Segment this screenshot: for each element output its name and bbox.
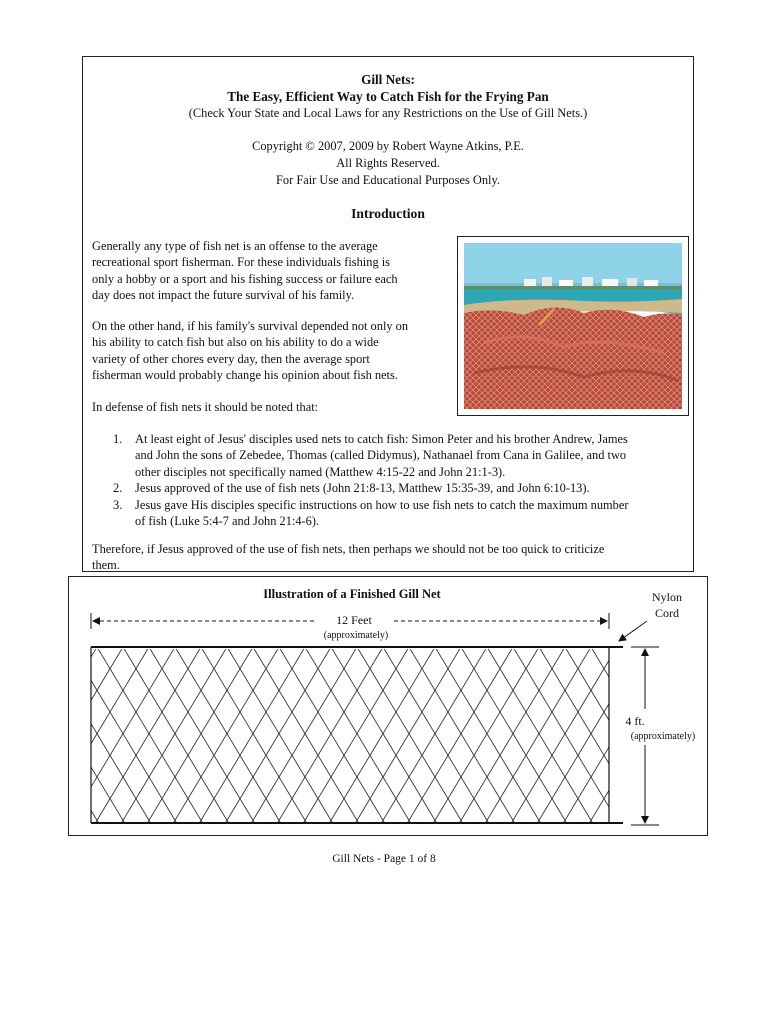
mesh-strand bbox=[69, 647, 125, 823]
text-line: day does not impact the future survival of his family. bbox=[92, 288, 355, 303]
mesh-strand bbox=[173, 647, 279, 823]
list-number: 2. bbox=[113, 481, 123, 496]
mesh-strand bbox=[407, 647, 513, 823]
text-line: variety of other chores every day, then the average sport bbox=[92, 351, 370, 366]
text-line: Jesus gave His disciples specific instructions on how to use fish nets to catch the maximum number bbox=[135, 497, 629, 512]
text-line: fisherman would probably change his opinion about fish nets. bbox=[92, 368, 398, 383]
mesh-strand bbox=[69, 647, 175, 823]
mesh-strand bbox=[461, 647, 567, 823]
intro-paragraph-3: In defense of fish nets it should be noted that: bbox=[92, 400, 319, 414]
list-item bbox=[113, 497, 689, 530]
beach-net-image bbox=[464, 243, 682, 409]
list-item bbox=[113, 431, 689, 480]
mesh-strand bbox=[303, 647, 409, 823]
net-pile bbox=[464, 307, 682, 409]
mesh-strand bbox=[121, 647, 227, 823]
illustration-title: Illustration of a Finished Gill Net bbox=[263, 587, 441, 601]
cord-label-line-1: Nylon bbox=[652, 590, 682, 604]
text-line: Generally any type of fish net is an offense to the average bbox=[92, 239, 378, 253]
mesh-strand bbox=[331, 647, 437, 823]
rights-line: All Rights Reserved. bbox=[336, 156, 440, 170]
mesh-strand bbox=[433, 647, 539, 823]
text-line: and John the sons of Zebedee, Thomas (called Didymus), Nathanael from Cana in Galilee, and two bbox=[135, 448, 627, 463]
list-number: 1. bbox=[113, 432, 123, 446]
mesh-strand bbox=[251, 647, 357, 823]
list-number: 3. bbox=[113, 497, 123, 512]
mesh-strand bbox=[409, 647, 515, 823]
mesh-strand bbox=[357, 647, 463, 823]
mesh-strand bbox=[175, 647, 281, 823]
mesh-strand bbox=[381, 647, 487, 823]
fair-use-line: For Fair Use and Educational Purposes Only. bbox=[276, 173, 500, 187]
legal-notice: (Check Your State and Local Laws for any Restrictions on the Use of Gill Nets.) bbox=[188, 106, 588, 120]
text-line: recreational sport fisherman. For these individuals fishing is bbox=[92, 255, 390, 270]
document-title: Gill Nets: bbox=[361, 72, 415, 87]
mesh-strand bbox=[305, 647, 411, 823]
gill-net-illustration bbox=[68, 576, 708, 836]
intro-paragraph-1 bbox=[92, 238, 452, 304]
mesh-strand bbox=[71, 647, 177, 823]
mesh-strand bbox=[69, 647, 71, 823]
fish-net-photo bbox=[457, 236, 689, 416]
width-note: (approximately) bbox=[323, 630, 389, 641]
conclusion-paragraph bbox=[92, 541, 692, 572]
text-line: his ability to catch fish but also on his ability to do a wide bbox=[92, 335, 379, 350]
intro-paragraph-2 bbox=[92, 318, 452, 384]
mesh-strand bbox=[513, 647, 619, 823]
mesh-strand bbox=[253, 647, 359, 823]
mesh-strand bbox=[69, 647, 99, 823]
cord-pointer-arrow bbox=[619, 621, 647, 641]
document-subtitle: The Easy, Efficient Way to Catch Fish for the Frying Pan bbox=[227, 89, 549, 104]
mesh-strand bbox=[149, 647, 255, 823]
mesh-strand bbox=[695, 647, 706, 823]
text-line: At least eight of Jesus' disciples used nets to catch fish: Simon Peter and his brother Andrew, James bbox=[135, 432, 628, 446]
height-note: (approximately) bbox=[630, 731, 696, 742]
gill-net-diagram bbox=[69, 577, 706, 834]
mesh-strand bbox=[123, 647, 229, 823]
list-item bbox=[113, 480, 689, 496]
mesh-strand bbox=[69, 647, 151, 823]
mesh-strand bbox=[69, 647, 73, 823]
mesh-strand bbox=[69, 647, 97, 823]
cord-label-line-2: Cord bbox=[655, 606, 679, 620]
introduction-heading: Introduction bbox=[351, 206, 425, 221]
mesh-strand bbox=[435, 647, 541, 823]
mesh-strand bbox=[199, 647, 305, 823]
text-line: of fish (Luke 5:4-7 and John 21:4-6). bbox=[135, 514, 320, 529]
text-line: other disciples not specifically named (Matthew 4:15-22 and John 21:1-3). bbox=[135, 464, 506, 479]
mesh-strand bbox=[201, 647, 307, 823]
mesh-strand bbox=[537, 647, 643, 823]
net-mesh bbox=[69, 647, 706, 823]
text-line: them. bbox=[92, 558, 120, 572]
mesh-strand bbox=[511, 647, 617, 823]
mesh-strand bbox=[383, 647, 489, 823]
width-label: 12 Feet bbox=[336, 613, 372, 627]
mesh-strand bbox=[97, 647, 203, 823]
height-label: 4 ft. bbox=[625, 714, 645, 728]
text-line: Therefore, if Jesus approved of the use of fish nets, then perhaps we should not be too quick to criticize bbox=[92, 542, 605, 556]
mesh-strand bbox=[279, 647, 385, 823]
text-line: Jesus approved of the use of fish nets (John 21:8-13, Matthew 15:35-39, and John 6:10-13). bbox=[135, 481, 590, 496]
mesh-strand bbox=[329, 647, 435, 823]
mesh-strand bbox=[277, 647, 383, 823]
text-line: On the other hand, if his family's survival depended not only on bbox=[92, 319, 409, 333]
mesh-strand bbox=[485, 647, 591, 823]
mesh-strand bbox=[459, 647, 565, 823]
mesh-strand bbox=[487, 647, 593, 823]
mesh-strand bbox=[95, 647, 201, 823]
mesh-strand bbox=[539, 647, 645, 823]
page-footer: Gill Nets - Page 1 of 8 bbox=[332, 853, 436, 865]
mesh-strand bbox=[227, 647, 333, 823]
article-frame bbox=[82, 56, 694, 572]
mesh-strand bbox=[147, 647, 253, 823]
mesh-strand bbox=[225, 647, 331, 823]
text-line: only a hobby or a sport and his fishing success or failure each bbox=[92, 271, 398, 286]
copyright-line: Copyright © 2007, 2009 by Robert Wayne Atkins, P.E. bbox=[252, 139, 524, 153]
disciples-list bbox=[113, 431, 689, 529]
mesh-strand bbox=[355, 647, 461, 823]
